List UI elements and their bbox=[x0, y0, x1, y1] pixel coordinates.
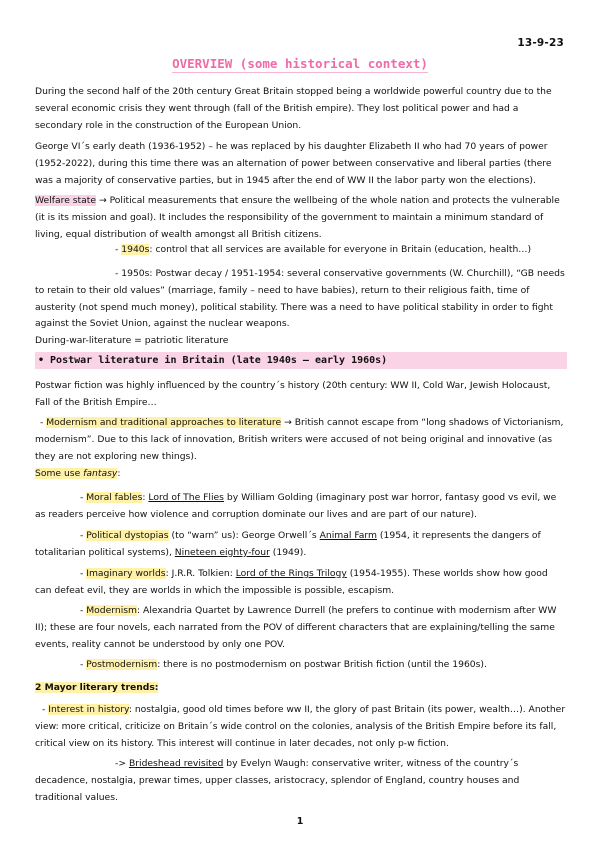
dystopias-work1: Animal Farm bbox=[319, 530, 377, 541]
some-use-label bbox=[35, 468, 117, 479]
some-use-fantasy bbox=[35, 466, 567, 483]
some-use-suffix: : bbox=[117, 468, 121, 479]
worlds-work: Lord of the Rings Trilogy bbox=[235, 568, 347, 579]
bullet-dash: - bbox=[115, 244, 122, 255]
term-1950s: 1950s bbox=[121, 268, 150, 279]
bullet-dash: - bbox=[80, 568, 87, 579]
paragraph-postwar: Postwar fiction was highly influenced by the country´s history (20th century: WW II, Cold War, Jewish Holocaust, Fall of the British Empire… bbox=[35, 380, 551, 408]
modernism-term: Modernism and traditional approaches to literature bbox=[46, 417, 282, 428]
modern2-text: : Alexandria Quartet by Lawrence Durrell (he prefers to continue with modernism after WW II); these are four novels, each narrated from the POV of different characters that are explaining/telling the same events, reality cannot be understood by only one POV. bbox=[35, 605, 557, 650]
page-title bbox=[0, 56, 600, 71]
text-1940s: : control that all services are available for everyone in Britain (education, health…) bbox=[149, 244, 532, 255]
date-label: 13-9-23 bbox=[517, 37, 564, 49]
some-use-word: fantasy bbox=[83, 468, 118, 479]
bullet-dash: - bbox=[40, 417, 47, 428]
paragraph-george: George VI´s early death (1936-1952) – he was replaced by his daughter Elizabeth II who had 70 years of power (1952-2022), during this time there was an alternation of power between conservative and liberal parties (there was a majority of conservative parties, but in 1945 after the end of WW II the labor party won the elections). bbox=[35, 141, 552, 186]
arrow-marker: -> bbox=[115, 758, 129, 769]
modern2-term: Modernism bbox=[86, 605, 138, 616]
item-moral-fables bbox=[35, 490, 567, 524]
dystopias-term: Political dystopias bbox=[86, 530, 169, 541]
paragraph-during-war: During-war-literature = patriotic literature bbox=[35, 335, 229, 346]
welfare-text: → Political measurements that ensure the wellbeing of the whole nation and protects the vulnerable (it is its mission and goal). It includes the responsibility of the government to maintain a minimum standard of living, equal distribution of wealth amongst all British citizens. bbox=[35, 195, 560, 240]
brideshead-work: Brideshead revisited bbox=[128, 758, 224, 769]
some-use-prefix: Some use bbox=[35, 468, 84, 479]
item-postmodernism bbox=[35, 657, 567, 674]
bullet-dash: - bbox=[42, 704, 49, 715]
bullet-dash: - bbox=[115, 268, 122, 279]
welfare-term: Welfare state bbox=[35, 195, 97, 206]
text-1950s: : Postwar decay / 1951-1954: several conservative governments (W. Churchill), “GB needs to retain to their old values” (marriage, family – need to have babies), return to their religious faith, time of austerity (not spend much money), political stability. There was a need to have political stability in order to fight against the Soviet Union, against the nuclear weapons. bbox=[35, 268, 565, 330]
trends-text: 2 Mayor literary trends: bbox=[35, 682, 159, 693]
history-text: : nostalgia, good old times before ww II, the glory of past Britain (its power, wealth…). Another view: more critical, criticize on Britain´s wide control on the colonies, analysis of the British Empire before its fall, critical view on its history. This interest will continue in later decades, not only p-w fiction. bbox=[35, 704, 566, 749]
modernism-text: → British cannot escape from “long shadows of Victorianism, modernism”. Due to this lack of innovation, British writers were accused of not being original and innovative (as they are not exploring new things). bbox=[35, 417, 564, 462]
item-imaginary-worlds bbox=[35, 566, 567, 600]
trends-heading bbox=[35, 680, 567, 697]
item-modernism bbox=[35, 603, 567, 653]
item-1950s bbox=[35, 266, 567, 333]
section-heading: • Postwar literature in Britain (late 1940s – early 1960s) bbox=[38, 355, 388, 366]
dystopias-mid: (to “warn” us): George Orwell´s bbox=[168, 530, 320, 541]
bullet-dash: - bbox=[80, 492, 87, 503]
dystopias-end: (1949). bbox=[269, 546, 307, 558]
postmod-term: Postmodernism bbox=[86, 659, 158, 670]
dystopias-work2: Nineteen eighty-four bbox=[174, 546, 270, 558]
worlds-mid: : J.R.R. Tolkien: bbox=[165, 568, 236, 579]
paragraph-interest-history bbox=[35, 702, 567, 752]
postmod-text: : there is no postmodernism on postwar British fiction (until the 1960s). bbox=[157, 659, 487, 670]
paragraph-modernism bbox=[35, 415, 567, 465]
worlds-text: (1954-1955). These worlds show how good can defeat evil, they are worlds in which the impossible is possible, escapism. bbox=[35, 568, 548, 596]
item-political-dystopias bbox=[35, 528, 567, 562]
brideshead-text: by Evelyn Waugh: conservative writer, witness of the country´s decadence, nostalgia, prewar times, upper classes, aristocracy, splendor of England, country houses and traditional values. bbox=[35, 758, 520, 803]
bullet-dash: - bbox=[80, 530, 87, 541]
term-1940s: 1940s bbox=[121, 244, 150, 255]
bullet-dash: - bbox=[80, 605, 87, 616]
page-number: 1 bbox=[296, 816, 304, 827]
bullet-dash: - bbox=[80, 659, 87, 670]
paragraph-intro: During the second half of the 20th century Great Britain stopped being a worldwide powerful country due to the several economic crisis they went through (fall of the British empire). They lost political power and had a secondary role in the construction of the European Union. bbox=[35, 86, 552, 131]
fables-work: Lord of The Flies bbox=[148, 492, 224, 503]
dystopias-mid2: (1954, it represents the dangers of totalitarian political systems), bbox=[35, 530, 541, 558]
title-text: OVERVIEW (some historical context) bbox=[172, 56, 428, 71]
fables-mid: : bbox=[142, 492, 149, 503]
paragraph-brideshead bbox=[35, 756, 567, 806]
fables-text: by William Golding (imaginary post war horror, fantasy good vs evil, we as readers perceive how violence and corruption dominate our lives and are part of our nature). bbox=[35, 492, 557, 520]
item-1940s bbox=[35, 242, 567, 259]
fables-term: Moral fables bbox=[86, 492, 143, 503]
history-term: Interest in history bbox=[48, 704, 129, 715]
worlds-term: Imaginary worlds bbox=[86, 568, 166, 579]
paragraph-welfare bbox=[35, 193, 567, 243]
